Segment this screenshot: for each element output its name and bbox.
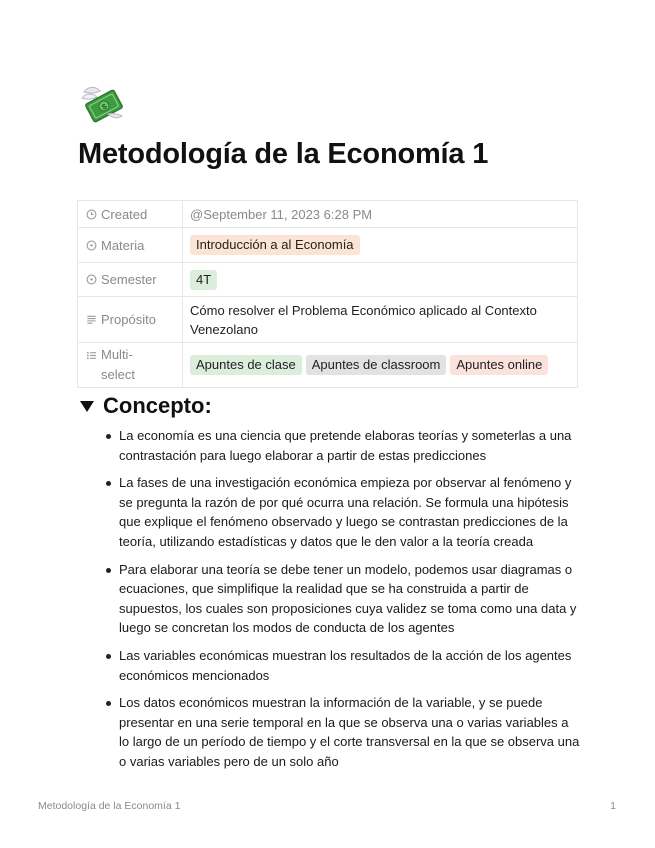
tag-semester[interactable]: 4T	[190, 270, 217, 290]
property-value-materia[interactable]	[183, 228, 578, 263]
properties-table	[77, 200, 578, 388]
list-item: Las variables económicas muestran los resultados de la acción de los agentes económicos mencionados	[103, 646, 581, 685]
property-row-multi-select	[78, 343, 578, 388]
property-value-created[interactable]: @September 11, 2023 6:28 PM	[183, 201, 578, 228]
property-key-semester	[78, 263, 183, 297]
property-row-semester	[78, 263, 578, 297]
tag-materia[interactable]: Introducción a al Economía	[190, 235, 360, 255]
property-key-multi-select	[78, 343, 183, 388]
property-key-label: Materia	[101, 237, 145, 253]
footer-page-number: 1	[610, 800, 616, 812]
property-value-proposito[interactable]: Cómo resolver el Problema Económico aplicado al Contexto Venezolano	[183, 297, 578, 343]
svg-text:$: $	[100, 101, 109, 112]
list-icon	[86, 350, 97, 361]
clock-icon	[86, 209, 97, 220]
concept-bullet-list	[103, 426, 581, 780]
tag-apuntes-de-clase[interactable]: Apuntes de clase	[190, 355, 302, 375]
toggle-heading-concepto[interactable]	[79, 393, 212, 419]
tag-apuntes-de-classroom[interactable]: Apuntes de classroom	[306, 355, 447, 375]
list-item: Para elaborar una teoría se debe tener un modelo, podemos usar diagramas o ecuaciones, que simplifique la realidad que se ha construida a partir de supuestos, los cuales son proposiciones cuya validez se toma como una data y luego se concretan los modos de conducta de los agentes	[103, 560, 581, 638]
property-key-materia	[78, 228, 183, 263]
property-value-semester[interactable]	[183, 263, 578, 297]
tag-apuntes-online[interactable]: Apuntes online	[450, 355, 548, 375]
list-item: La economía es una ciencia que pretende elaboras teorías y someterlas a una contrastación para luego elaborar a partir de estas predicciones	[103, 426, 581, 465]
page-title: Metodología de la Economía 1	[78, 138, 489, 170]
property-key-label: Created	[101, 206, 148, 222]
property-key-label: Propósito	[101, 312, 156, 327]
concept-heading: Concepto:	[103, 393, 212, 418]
property-value-multi-select[interactable]	[183, 343, 578, 388]
property-key-label: Semester	[101, 272, 157, 287]
select-icon	[86, 240, 97, 251]
property-key-label: Multi-select	[101, 347, 135, 382]
list-item: Los datos económicos muestran la información de la variable, y se puede presentar en una serie temporal en la que se observa una o varias variables a lo largo de un período de tiempo y el corte transversal en la que se observa una o varias variables pero de un solo año	[103, 693, 581, 771]
text-icon	[86, 314, 97, 325]
money-with-wings-icon	[78, 84, 124, 124]
property-row-created	[78, 201, 578, 228]
property-key-proposito	[78, 297, 183, 343]
property-row-proposito	[78, 297, 578, 343]
property-row-materia	[78, 228, 578, 263]
property-key-created	[78, 201, 183, 228]
select-icon	[86, 274, 97, 285]
list-item: La fases de una investigación económica empieza por observar al fenómeno y se pregunta la razón de por qué ocurra una relación. Se formula una hipótesis que explique el fenómeno observado y luego se contrastan predicciones de la teoría, utilizando estadísticas y datos que le den valor a la teoría creada	[103, 473, 581, 551]
footer-doc-title: Metodología de la Economía 1	[38, 800, 181, 812]
toggle-triangle-icon[interactable]	[79, 398, 95, 414]
